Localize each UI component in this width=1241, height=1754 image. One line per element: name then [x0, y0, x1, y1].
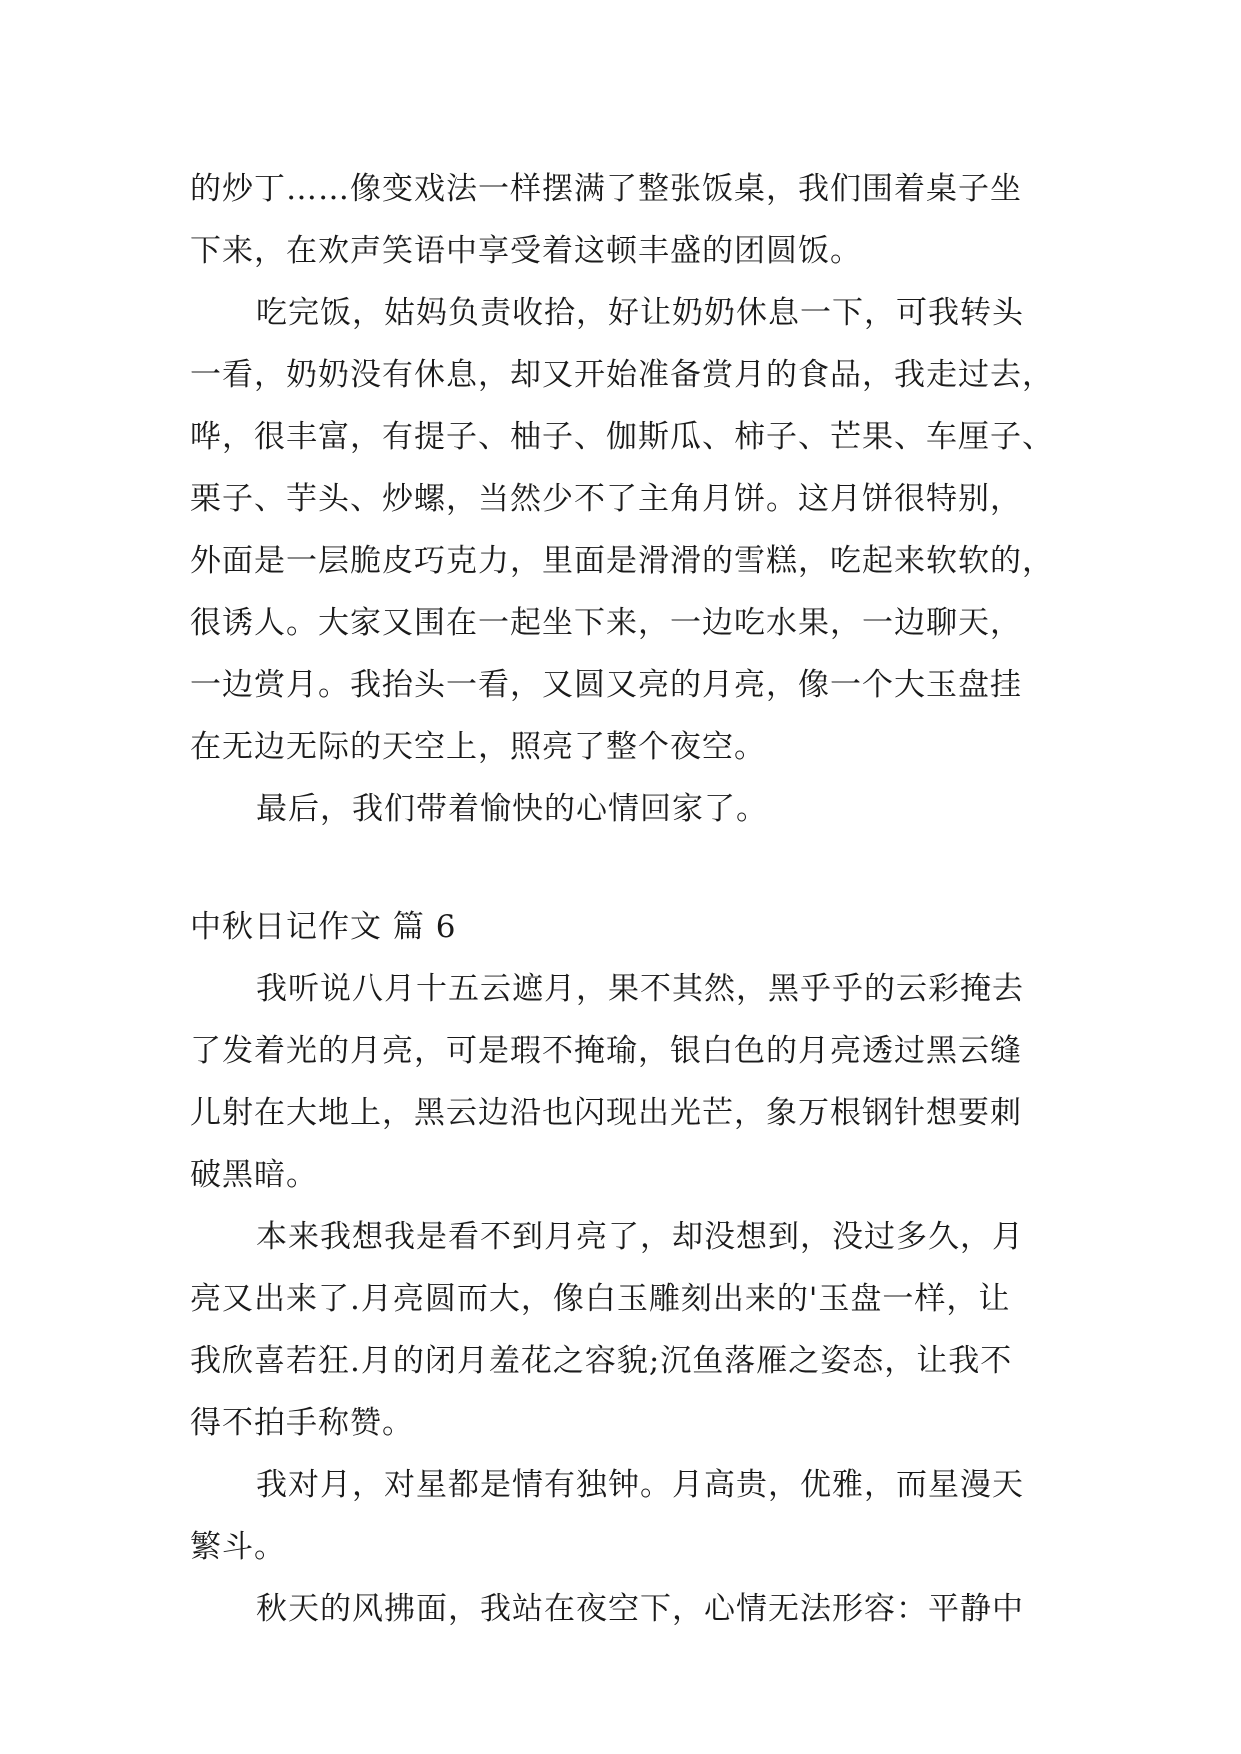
text-line: 栗子、芋头、炒螺，当然少不了主角月饼。这月饼很特别， — [190, 481, 1022, 517]
text-line: 的炒丁……像变戏法一样摆满了整张饭桌，我们围着桌子坐 — [190, 171, 1022, 207]
document-page — [190, 158, 1054, 1640]
section-1 — [190, 158, 1054, 840]
text-line: 亮又出来了.月亮圆而大，像白玉雕刻出来的'玉盘一样，让 — [190, 1281, 1011, 1317]
section-2 — [190, 896, 1050, 1640]
text-line: 繁斗。 — [190, 1529, 286, 1565]
paragraph-start-line: 秋天的风拂面，我站在夜空下，心情无法形容：平静中 — [256, 1591, 1024, 1627]
paragraph-start-line: 吃完饭，姑妈负责收拾，好让奶奶休息一下，可我转头 — [256, 295, 1024, 331]
paragraph-start-line: 我听说八月十五云遮月，果不其然，黑乎乎的云彩掩去 — [256, 971, 1024, 1007]
text-line: 破黑暗。 — [190, 1157, 318, 1193]
text-line: 下来，在欢声笑语中享受着这顿丰盛的团圆饭。 — [190, 233, 862, 269]
text-line: 了发着光的月亮，可是瑕不掩瑜，银白色的月亮透过黑云缝 — [190, 1033, 1022, 1069]
paragraph-start-line: 我对月，对星都是情有独钟。月高贵，优雅，而星漫天 — [256, 1467, 1024, 1503]
text-line: 外面是一层脆皮巧克力，里面是滑滑的雪糕，吃起来软软的， — [190, 543, 1054, 579]
section-heading: 中秋日记作文 篇 6 — [190, 909, 457, 945]
paragraph-start-line: 本来我想我是看不到月亮了，却没想到，没过多久，月 — [256, 1219, 1024, 1255]
section-gap — [190, 840, 1050, 896]
text-line: 哗，很丰富，有提子、柚子、伽斯瓜、柿子、芒果、车厘子、 — [190, 419, 1054, 455]
text-line: 儿射在大地上，黑云边沿也闪现出光芒，象万根钢针想要刺 — [190, 1095, 1022, 1131]
text-line: 一边赏月。我抬头一看，又圆又亮的月亮，像一个大玉盘挂 — [190, 667, 1022, 703]
text-line: 得不拍手称赞。 — [190, 1405, 414, 1441]
text-line: 一看，奶奶没有休息，却又开始准备赏月的食品，我走过去， — [190, 357, 1054, 393]
text-line: 很诱人。大家又围在一起坐下来，一边吃水果，一边聊天， — [190, 605, 1022, 641]
paragraph-start-line: 最后，我们带着愉快的心情回家了。 — [256, 791, 768, 827]
text-line: 在无边无际的天空上，照亮了整个夜空。 — [190, 729, 766, 765]
text-line: 我欣喜若狂.月的闭月羞花之容貌;沉鱼落雁之姿态，让我不 — [190, 1343, 1013, 1379]
